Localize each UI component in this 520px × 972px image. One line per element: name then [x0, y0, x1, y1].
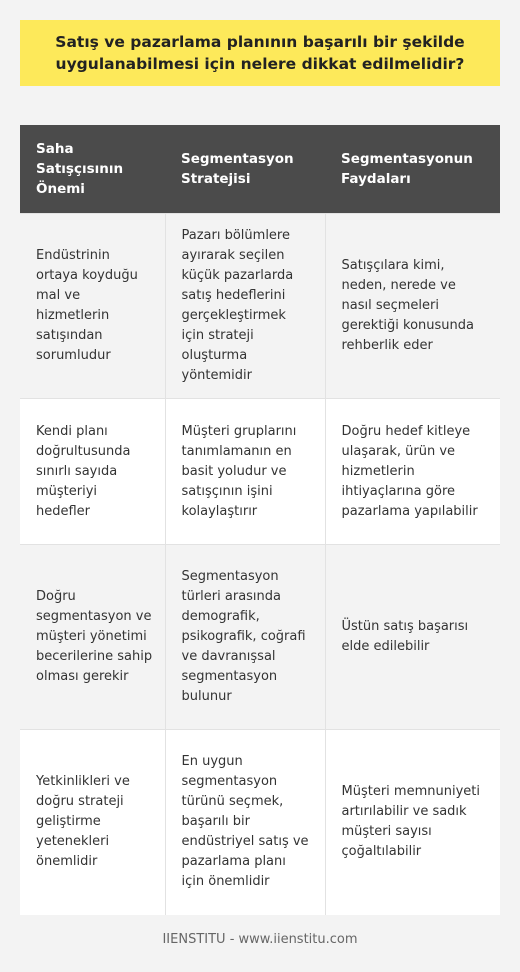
comparison-table: [20, 125, 500, 915]
table-cell: [20, 545, 165, 730]
cell-text: Pazarı bölümlere ayırarak seçilen küçük pazarlarda satış hedeflerini gerçekleştirmek için strateji oluşturma yöntemidir: [181, 228, 294, 383]
cell-text: Müşteri memnuniyeti artırılabilir ve sadık müşteri sayısı çoğaltılabilir: [341, 784, 480, 860]
table-cell: [20, 399, 165, 545]
table-cell: [325, 730, 500, 915]
cell-text: Segmentasyon türleri arasında demografik, psikografik, coğrafi ve davranışsal segmentasyon bulunur: [181, 569, 306, 704]
table-row: [20, 730, 500, 915]
table-header-row: [20, 125, 500, 214]
table-cell: [325, 545, 500, 730]
title-banner: [20, 20, 500, 86]
cell-text: Doğru segmentasyon ve müşteri yönetimi becerilerine sahip olması gerekir: [36, 589, 153, 684]
cell-text: Endüstrinin ortaya koyduğu mal ve hizmetlerin satışından sorumludur: [36, 248, 138, 363]
cell-text: Üstün satış başarısı elde edilebilir: [341, 619, 469, 654]
table-row: [20, 214, 500, 399]
page-title: Satış ve pazarlama planının başarılı bir şekilde uygulanabilmesi için nelere dikkat edilmelidir?: [55, 33, 465, 73]
table-cell: [20, 214, 165, 399]
cell-text: En uygun segmentasyon türünü seçmek, başarılı bir endüstriyel satış ve pazarlama planı için önemlidir: [181, 754, 309, 890]
column-header-sales-rep-importance: Saha Satışçısının Önemi: [20, 125, 165, 214]
table-cell: [325, 214, 500, 399]
table-row: [20, 545, 500, 730]
column-header-segmentation-strategy: Segmentasyon Stratejisi: [165, 125, 325, 214]
table-cell: [165, 214, 325, 399]
table-cell: [165, 545, 325, 730]
column-header-segmentation-benefits: Segmentasyonun Faydaları: [325, 125, 500, 214]
table-cell: [325, 399, 500, 545]
table-cell: [20, 730, 165, 915]
table-cell: [165, 399, 325, 545]
cell-text: Yetkinlikleri ve doğru strateji geliştirme yetenekleri önemlidir: [36, 774, 130, 870]
table-row: [20, 399, 500, 545]
footer-credit: IIENSTITU - www.iienstitu.com: [162, 932, 358, 947]
table-cell: [165, 730, 325, 915]
cell-text: Doğru hedef kitleye ulaşarak, ürün ve hizmetlerin ihtiyaçlarına göre pazarlama yapılabilir: [341, 423, 478, 519]
cell-text: Satışçılara kimi, neden, nerede ve nasıl seçmeleri gerektiği konusunda rehberlik eder: [341, 258, 475, 353]
cell-text: Kendi planı doğrultusunda sınırlı sayıda müşteriyi hedefler: [36, 423, 131, 519]
cell-text: Müşteri gruplarını tanımlamanın en basit yoludur ve satışçının işini kolaylaştırır: [181, 423, 297, 519]
